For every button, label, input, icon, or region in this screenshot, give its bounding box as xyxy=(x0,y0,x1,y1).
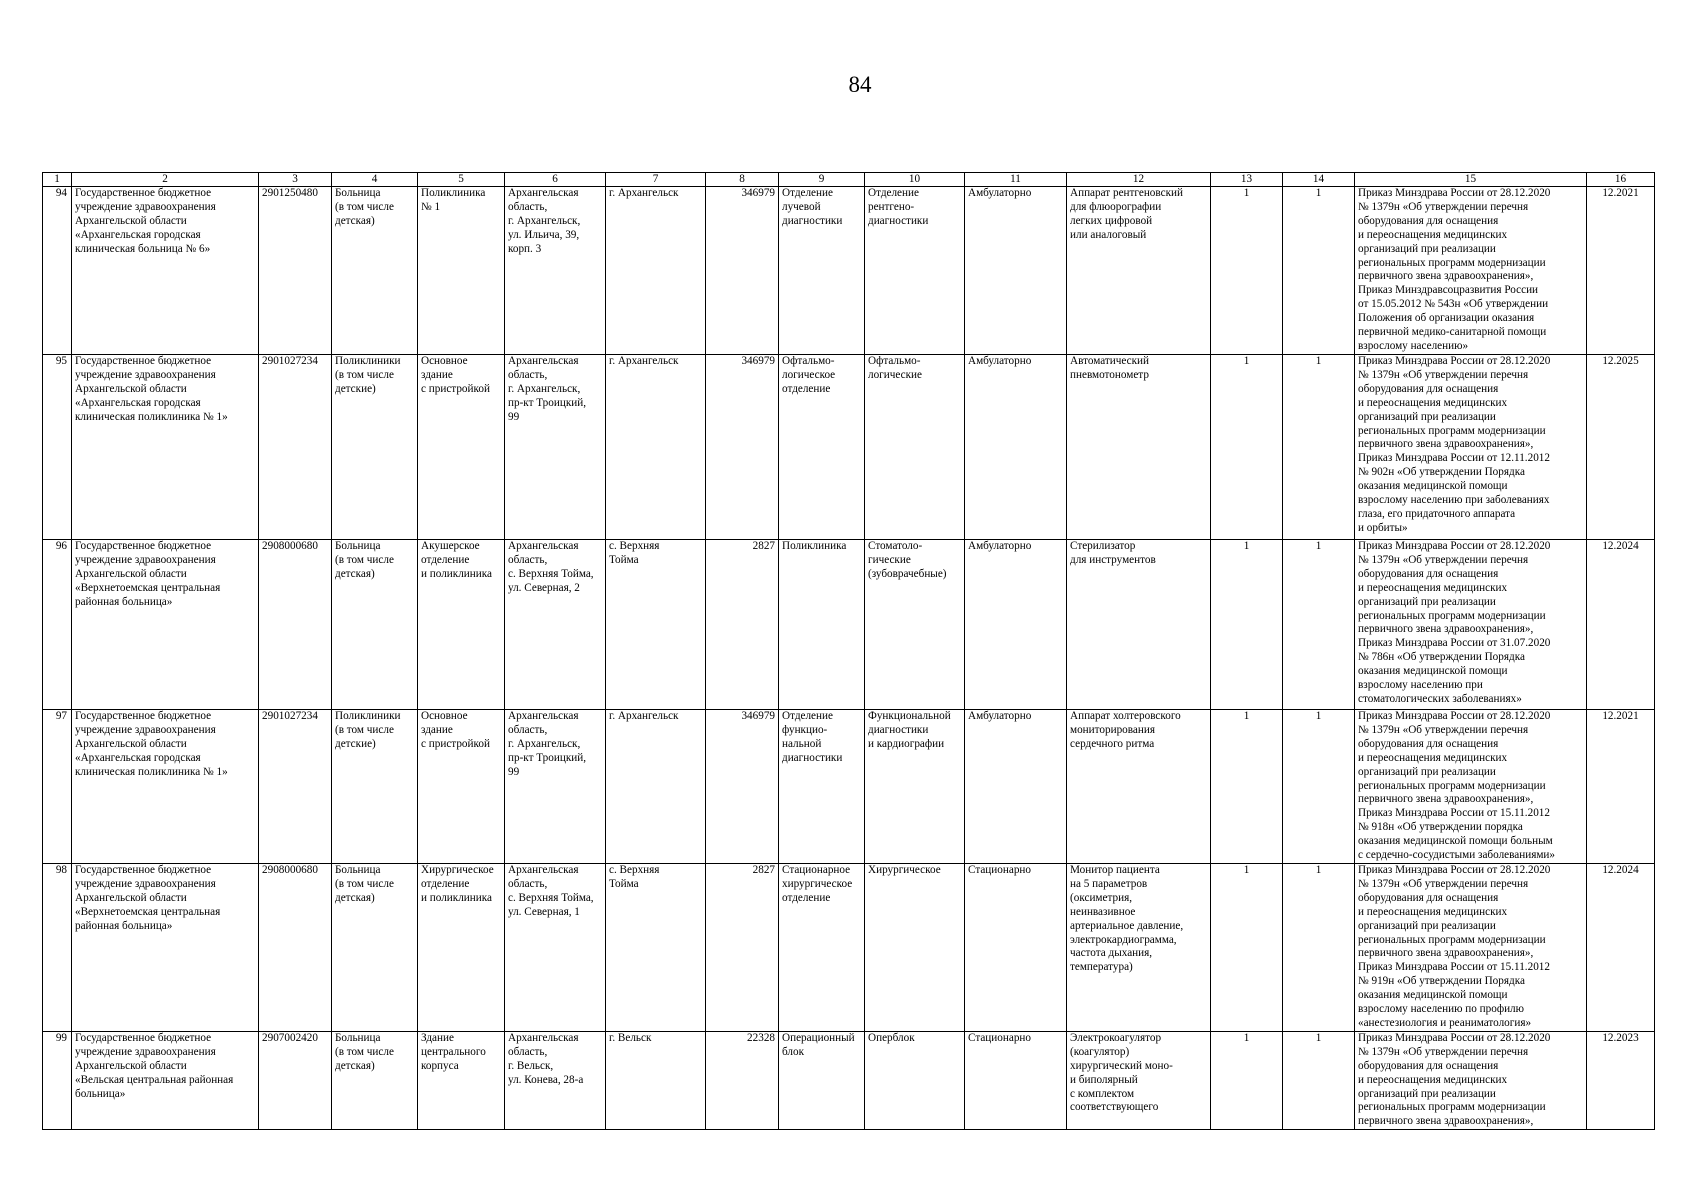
unit-cell: Отделение рентгено- диагностики xyxy=(865,187,965,355)
date-cell: 12.2025 xyxy=(1587,355,1655,540)
unit-cell: Функциональной диагностики и кардиографии xyxy=(865,710,965,864)
column-header: 10 xyxy=(865,173,965,187)
row-number: 95 xyxy=(43,355,72,540)
column-number-row xyxy=(43,173,1655,187)
page-number: 84 xyxy=(848,72,872,97)
table-row xyxy=(43,864,1655,1032)
building-cell: Здание центрального корпуса xyxy=(418,1031,505,1129)
care-mode-cell: Стационарно xyxy=(965,1031,1067,1129)
population-cell: 346979 xyxy=(706,187,779,355)
column-header: 1 xyxy=(43,173,72,187)
population-cell: 22328 xyxy=(706,1031,779,1129)
row-number: 94 xyxy=(43,187,72,355)
facility-type-cell: Больница (в том числе детская) xyxy=(332,540,418,710)
address-cell: Архангельская область, г. Архангельск, ул. Ильича, 39, корп. 3 xyxy=(505,187,606,355)
facility-type-cell: Больница (в том числе детская) xyxy=(332,187,418,355)
date-cell: 12.2023 xyxy=(1587,1031,1655,1129)
care-mode-cell: Амбулаторно xyxy=(965,187,1067,355)
quantity-cell: 1 xyxy=(1211,864,1283,1032)
column-header: 4 xyxy=(332,173,418,187)
quantity-cell: 1 xyxy=(1283,187,1355,355)
quantity-cell: 1 xyxy=(1211,1031,1283,1129)
inn-cell: 2908000680 xyxy=(259,864,332,1032)
column-header: 6 xyxy=(505,173,606,187)
building-cell: Поликлиника № 1 xyxy=(418,187,505,355)
organization-cell: Государственное бюджетное учреждение здравоохранения Архангельской области «Архангельская городская клиническая больница № 6» xyxy=(72,187,259,355)
legal-basis-cell: Приказ Минздрава России от 28.12.2020 № 1379н «Об утверждении перечня оборудования для оснащения и переоснащения медицинских организаций при реализации региональных программ модернизации первичного звена здравоохранения», Приказ Минздрава России от 12.11.2012 № 902н «Об утверждении Порядка оказания медицинской помощи взрослому населению при заболеваниях глаза, его придаточного аппарата и орбиты» xyxy=(1355,355,1587,540)
department-cell: Офтальмо- логическое отделение xyxy=(779,355,865,540)
unit-cell: Хирургическое xyxy=(865,864,965,1032)
table-row xyxy=(43,355,1655,540)
table-row xyxy=(43,187,1655,355)
equipment-cell: Автоматический пневмотонометр xyxy=(1067,355,1211,540)
care-mode-cell: Амбулаторно xyxy=(965,540,1067,710)
column-header: 7 xyxy=(606,173,706,187)
quantity-cell: 1 xyxy=(1283,355,1355,540)
population-cell: 2827 xyxy=(706,864,779,1032)
unit-cell: Стоматоло- гические (зубоврачебные) xyxy=(865,540,965,710)
address-cell: Архангельская область, с. Верхняя Тойма, ул. Северная, 2 xyxy=(505,540,606,710)
column-header: 9 xyxy=(779,173,865,187)
inn-cell: 2901250480 xyxy=(259,187,332,355)
facility-type-cell: Поликлиники (в том числе детские) xyxy=(332,355,418,540)
building-cell: Основное здание с пристройкой xyxy=(418,710,505,864)
column-header: 8 xyxy=(706,173,779,187)
building-cell: Хирургическое отделение и поликлиника xyxy=(418,864,505,1032)
quantity-cell: 1 xyxy=(1211,355,1283,540)
column-header: 12 xyxy=(1067,173,1211,187)
population-cell: 346979 xyxy=(706,710,779,864)
equipment-cell: Монитор пациента на 5 параметров (оксиметрия, неинвазивное артериальное давление, электрокардиограмма, частота дыхания, температура) xyxy=(1067,864,1211,1032)
legal-basis-cell: Приказ Минздрава России от 28.12.2020 № 1379н «Об утверждении перечня оборудования для оснащения и переоснащения медицинских организаций при реализации региональных программ модернизации первичного звена здравоохранения», xyxy=(1355,1031,1587,1129)
inn-cell: 2901027234 xyxy=(259,355,332,540)
column-header: 15 xyxy=(1355,173,1587,187)
quantity-cell: 1 xyxy=(1283,1031,1355,1129)
locality-cell: г. Вельск xyxy=(606,1031,706,1129)
department-cell: Поликлиника xyxy=(779,540,865,710)
equipment-cell: Стерилизатор для инструментов xyxy=(1067,540,1211,710)
unit-cell: Оперблок xyxy=(865,1031,965,1129)
legal-basis-cell: Приказ Минздрава России от 28.12.2020 № 1379н «Об утверждении перечня оборудования для оснащения и переоснащения медицинских организаций при реализации региональных программ модернизации первичного звена здравоохранения», Приказ Минздрава России от 15.11.2012 № 918н «Об утверждении порядка оказания медицинской помощи больным с сердечно-сосудистыми заболеваниями» xyxy=(1355,710,1587,864)
row-number: 98 xyxy=(43,864,72,1032)
quantity-cell: 1 xyxy=(1283,540,1355,710)
table-row xyxy=(43,710,1655,864)
row-number: 96 xyxy=(43,540,72,710)
quantity-cell: 1 xyxy=(1211,710,1283,864)
column-header: 14 xyxy=(1283,173,1355,187)
column-header: 13 xyxy=(1211,173,1283,187)
column-header: 16 xyxy=(1587,173,1655,187)
quantity-cell: 1 xyxy=(1283,710,1355,864)
organization-cell: Государственное бюджетное учреждение здравоохранения Архангельской области «Архангельская городская клиническая поликлиника № 1» xyxy=(72,710,259,864)
organization-cell: Государственное бюджетное учреждение здравоохранения Архангельской области «Верхнетоемская центральная районная больница» xyxy=(72,540,259,710)
department-cell: Операционный блок xyxy=(779,1031,865,1129)
inn-cell: 2908000680 xyxy=(259,540,332,710)
care-mode-cell: Стационарно xyxy=(965,864,1067,1032)
legal-basis-cell: Приказ Минздрава России от 28.12.2020 № 1379н «Об утверждении перечня оборудования для оснащения и переоснащения медицинских организаций при реализации региональных программ модернизации первичного звена здравоохранения», Приказ Минздрава России от 31.07.2020 № 786н «Об утверждении Порядка оказания медицинской помощи взрослому населению при стоматологических заболеваниях» xyxy=(1355,540,1587,710)
locality-cell: с. Верхняя Тойма xyxy=(606,540,706,710)
date-cell: 12.2021 xyxy=(1587,710,1655,864)
locality-cell: г. Архангельск xyxy=(606,355,706,540)
facility-type-cell: Больница (в том числе детская) xyxy=(332,1031,418,1129)
care-mode-cell: Амбулаторно xyxy=(965,355,1067,540)
population-cell: 346979 xyxy=(706,355,779,540)
unit-cell: Офтальмо- логические xyxy=(865,355,965,540)
locality-cell: с. Верхняя Тойма xyxy=(606,864,706,1032)
address-cell: Архангельская область, г. Архангельск, пр-кт Троицкий, 99 xyxy=(505,355,606,540)
facility-type-cell: Больница (в том числе детская) xyxy=(332,864,418,1032)
address-cell: Архангельская область, с. Верхняя Тойма, ул. Северная, 1 xyxy=(505,864,606,1032)
column-header: 2 xyxy=(72,173,259,187)
table-row xyxy=(43,540,1655,710)
equipment-register-table xyxy=(42,172,1655,1130)
building-cell: Акушерское отделение и поликлиника xyxy=(418,540,505,710)
legal-basis-cell: Приказ Минздрава России от 28.12.2020 № 1379н «Об утверждении перечня оборудования для оснащения и переоснащения медицинских организаций при реализации региональных программ модернизации первичного звена здравоохранения», Приказ Минздравсоцразвития России от 15.05.2012 № 543н «Об утверждении Положения об организации оказания первичной медико-санитарной помощи взрослому населению» xyxy=(1355,187,1587,355)
quantity-cell: 1 xyxy=(1211,187,1283,355)
address-cell: Архангельская область, г. Архангельск, пр-кт Троицкий, 99 xyxy=(505,710,606,864)
inn-cell: 2907002420 xyxy=(259,1031,332,1129)
care-mode-cell: Амбулаторно xyxy=(965,710,1067,864)
date-cell: 12.2024 xyxy=(1587,864,1655,1032)
date-cell: 12.2021 xyxy=(1587,187,1655,355)
quantity-cell: 1 xyxy=(1211,540,1283,710)
equipment-cell: Электрокоагулятор (коагулятор) хирургический моно- и биполярный с комплектом соответствующего xyxy=(1067,1031,1211,1129)
building-cell: Основное здание с пристройкой xyxy=(418,355,505,540)
organization-cell: Государственное бюджетное учреждение здравоохранения Архангельской области «Вельская центральная районная больница» xyxy=(72,1031,259,1129)
address-cell: Архангельская область, г. Вельск, ул. Конева, 28-а xyxy=(505,1031,606,1129)
organization-cell: Государственное бюджетное учреждение здравоохранения Архангельской области «Верхнетоемская центральная районная больница» xyxy=(72,864,259,1032)
table-row xyxy=(43,1031,1655,1129)
inn-cell: 2901027234 xyxy=(259,710,332,864)
department-cell: Отделение функцио- нальной диагностики xyxy=(779,710,865,864)
locality-cell: г. Архангельск xyxy=(606,187,706,355)
equipment-cell: Аппарат рентгеновский для флюорографии легких цифровой или аналоговый xyxy=(1067,187,1211,355)
organization-cell: Государственное бюджетное учреждение здравоохранения Архангельской области «Архангельская городская клиническая поликлиника № 1» xyxy=(72,355,259,540)
facility-type-cell: Поликлиники (в том числе детские) xyxy=(332,710,418,864)
equipment-cell: Аппарат холтеровского мониторирования сердечного ритма xyxy=(1067,710,1211,864)
column-header: 11 xyxy=(965,173,1067,187)
legal-basis-cell: Приказ Минздрава России от 28.12.2020 № 1379н «Об утверждении перечня оборудования для оснащения и переоснащения медицинских организаций при реализации региональных программ модернизации первичного звена здравоохранения», Приказ Минздрава России от 15.11.2012 № 919н «Об утверждении Порядка оказания медицинской помощи взрослому населению по профилю «анестезиология и реаниматология» xyxy=(1355,864,1587,1032)
column-header: 5 xyxy=(418,173,505,187)
column-header: 3 xyxy=(259,173,332,187)
locality-cell: г. Архангельск xyxy=(606,710,706,864)
population-cell: 2827 xyxy=(706,540,779,710)
date-cell: 12.2024 xyxy=(1587,540,1655,710)
row-number: 97 xyxy=(43,710,72,864)
department-cell: Отделение лучевой диагностики xyxy=(779,187,865,355)
row-number: 99 xyxy=(43,1031,72,1129)
department-cell: Стационарное хирургическое отделение xyxy=(779,864,865,1032)
quantity-cell: 1 xyxy=(1283,864,1355,1032)
